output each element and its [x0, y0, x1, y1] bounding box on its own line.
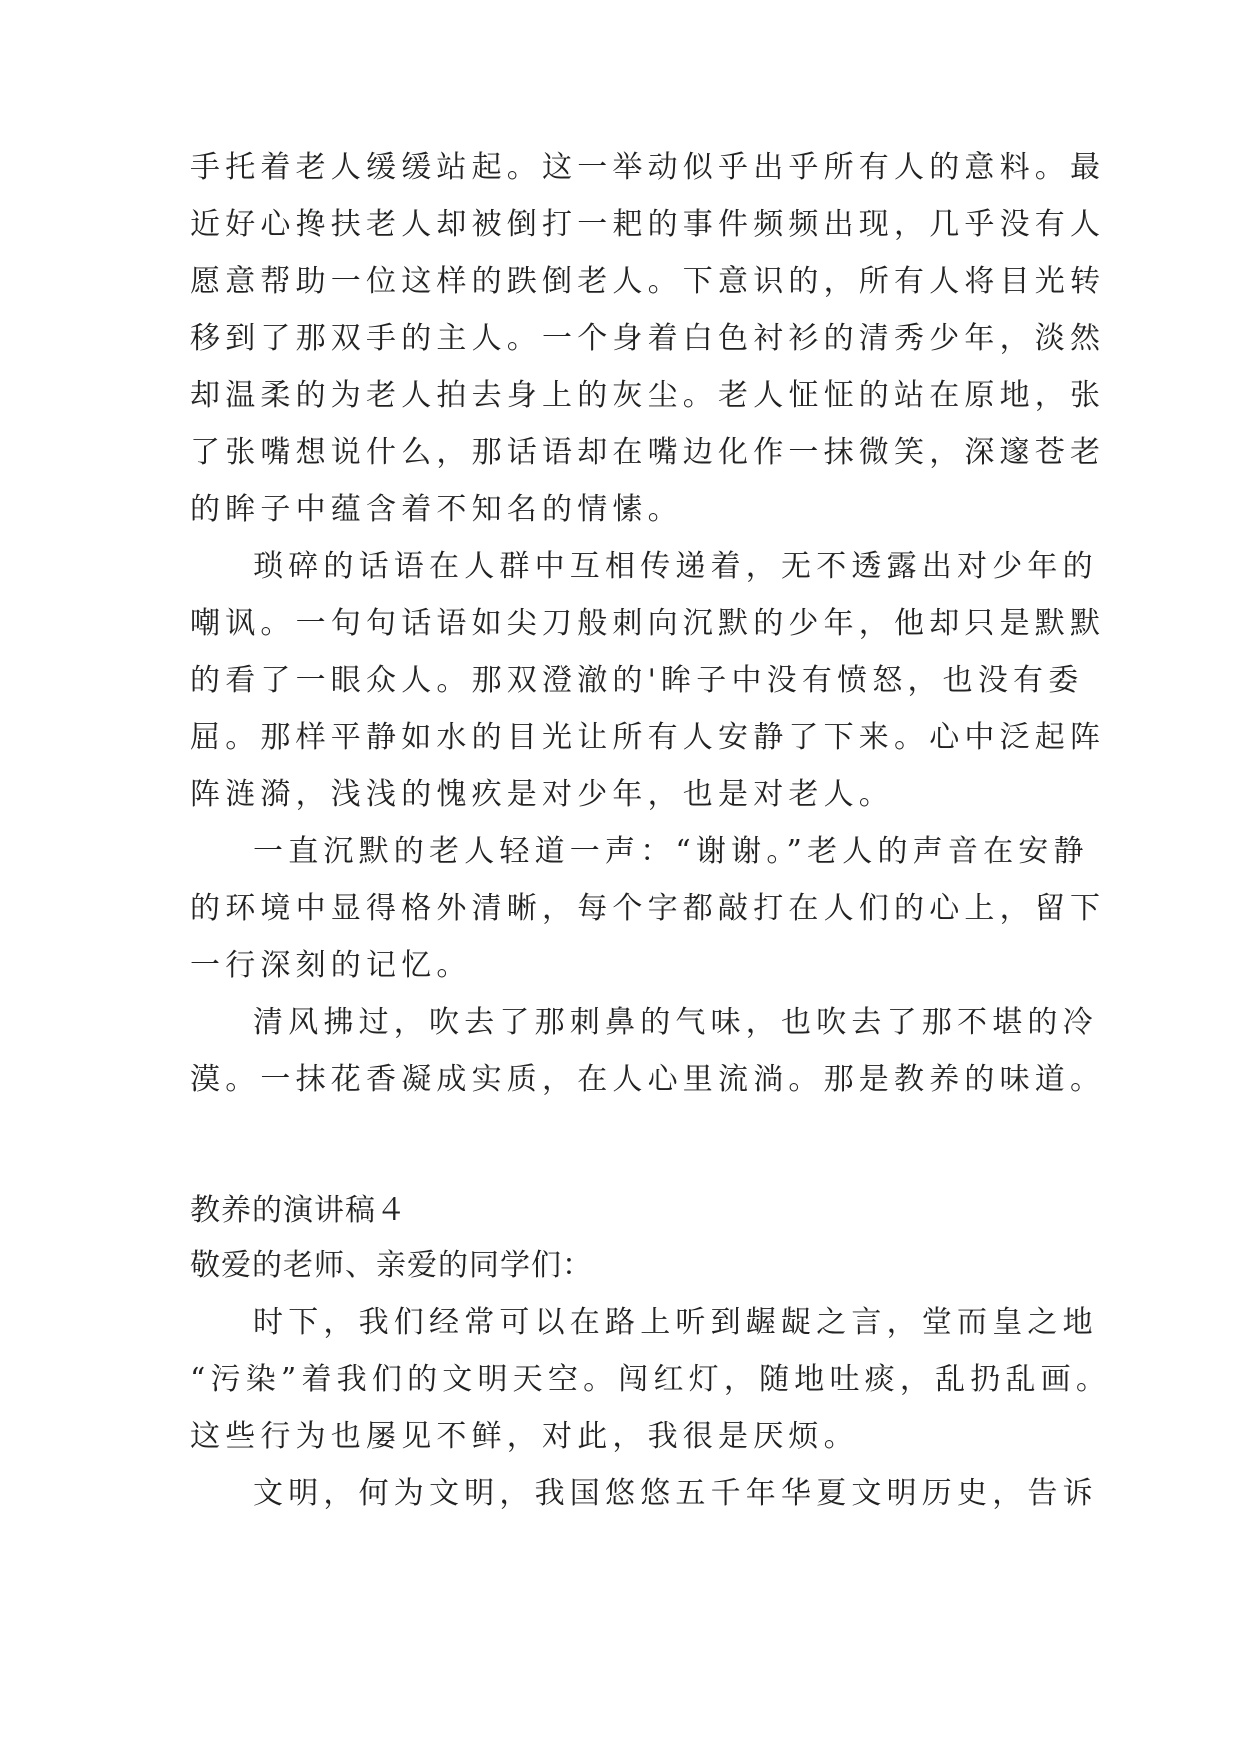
text-line: 清风拂过，吹去了那刺鼻的气味，也吹去了那不堪的冷 [253, 1005, 1098, 1040]
text-line: 了张嘴想说什么，那话语却在嘴边化作一抹微笑，深邃苍老 [190, 435, 1106, 470]
text-line: 的看了一眼众人。那双澄澈的'眸子中没有愤怒，也没有委 [190, 663, 1084, 698]
section-title: 教养的演讲稿４ [190, 1193, 407, 1228]
text-line: 阵涟漪，浅浅的愧疚是对少年，也是对老人。 [190, 777, 894, 812]
text-line: 嘲讽。一句句话语如尖刀般刺向沉默的少年，他却只是默默 [190, 606, 1106, 641]
text-line: 琐碎的话语在人群中互相传递着，无不透露出对少年的 [253, 549, 1098, 584]
text-line: 手托着老人缓缓站起。这一举动似乎出乎所有人的意料。最 [190, 150, 1106, 185]
text-line: 一行深刻的记忆。 [190, 948, 472, 983]
text-line: 却温柔的为老人拍去身上的灰尘。老人怔怔的站在原地，张 [190, 378, 1106, 413]
text-line: 文明，何为文明，我国悠悠五千年华夏文明历史，告诉 [253, 1476, 1098, 1511]
text-line: “污染”着我们的文明天空。闯红灯，随地吐痰，乱扔乱画。 [190, 1362, 1112, 1397]
text-line: 移到了那双手的主人。一个身着白色衬衫的清秀少年，淡然 [190, 321, 1106, 356]
text-line: 一直沉默的老人轻道一声：“谢谢。”老人的声音在安静 [253, 834, 1089, 869]
text-line: 的环境中显得格外清晰，每个字都敲打在人们的心上，留下 [190, 891, 1106, 926]
text-line: 时下，我们经常可以在路上听到龌龊之言，堂而皇之地 [253, 1305, 1098, 1340]
text-line: 愿意帮助一位这样的跌倒老人。下意识的，所有人将目光转 [190, 264, 1106, 299]
text-line: 近好心搀扶老人却被倒打一耙的事件频频出现，几乎没有人 [190, 207, 1106, 242]
text-line: 屈。那样平静如水的目光让所有人安静了下来。心中泛起阵 [190, 720, 1106, 755]
text-line: 漠。一抹花香凝成实质，在人心里流淌。那是教养的味道。 [190, 1062, 1106, 1097]
text-line: 的眸子中蕴含着不知名的情愫。 [190, 492, 683, 527]
salutation: 敬爱的老师、亲爱的同学们： [190, 1248, 593, 1283]
text-line: 这些行为也屡见不鲜，对此，我很是厌烦。 [190, 1419, 859, 1454]
